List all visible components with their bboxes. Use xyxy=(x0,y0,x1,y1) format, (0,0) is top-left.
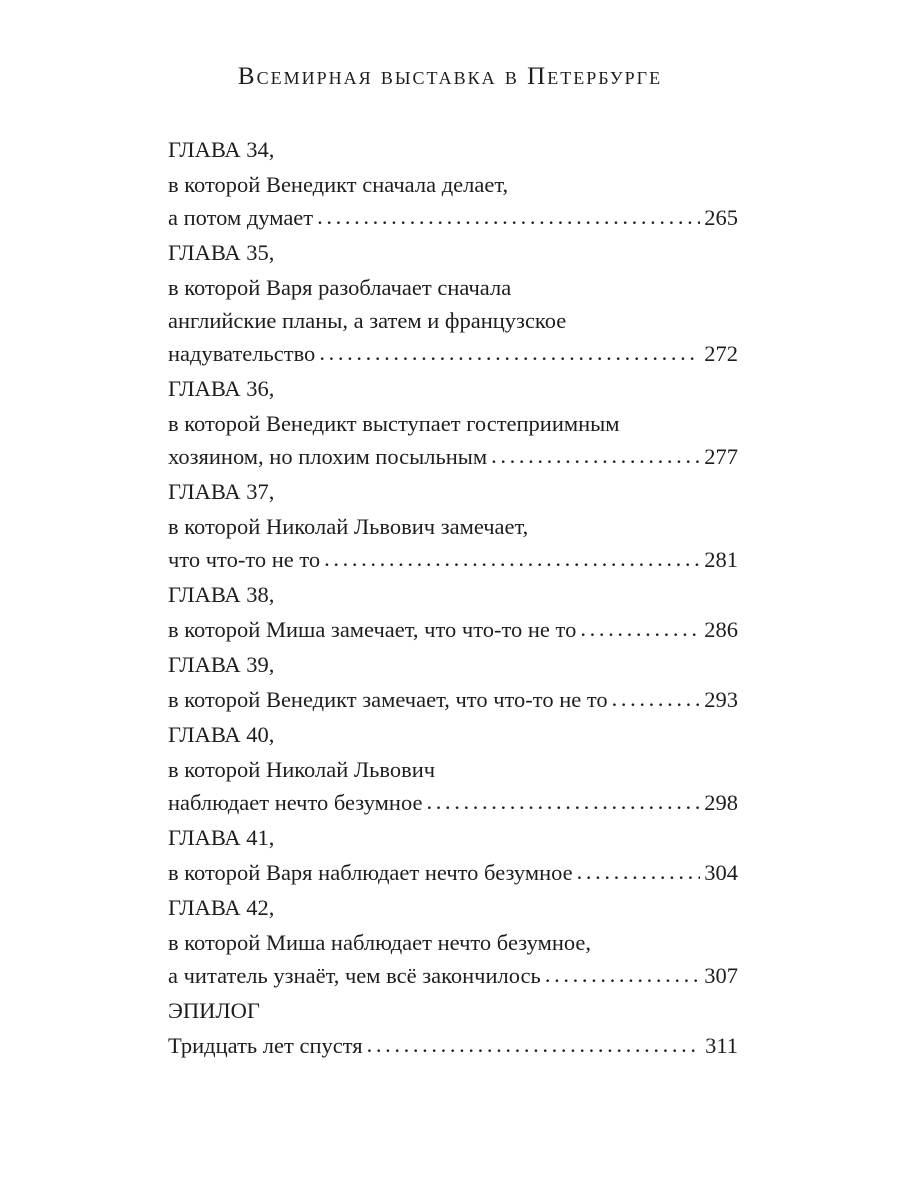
chapter-title-final-line xyxy=(168,786,738,819)
table-of-contents xyxy=(168,133,738,1064)
dot-leader xyxy=(545,958,700,991)
dot-leader xyxy=(324,542,700,575)
chapter-title-line: в которой Николай Львович xyxy=(168,757,436,782)
chapter-title-final-line xyxy=(168,613,738,646)
chapter-title-text: Тридцать лет спустя xyxy=(168,1033,363,1058)
chapter-title-text: в которой Варя наблюдает нечто безумное xyxy=(168,860,573,885)
toc-entry[interactable] xyxy=(168,821,738,889)
chapter-label: ЭПИЛОГ xyxy=(168,998,260,1023)
chapter-title-final-line xyxy=(168,201,738,234)
chapter-title-text: а потом думает xyxy=(168,205,314,230)
chapter-label: ГЛАВА 37, xyxy=(168,479,275,504)
chapter-title-line: английские планы, а затем и французское xyxy=(168,308,567,333)
chapter-title-final-line xyxy=(168,1029,738,1062)
toc-entry[interactable] xyxy=(168,648,738,716)
toc-entry[interactable] xyxy=(168,891,738,992)
chapter-title-final-line xyxy=(168,337,738,370)
chapter-title-text: надувательство xyxy=(168,341,316,366)
page-number: 286 xyxy=(704,617,738,642)
chapter-title-line: в которой Венедикт сначала делает, xyxy=(168,172,509,197)
chapter-title-text: наблюдает нечто безумное xyxy=(168,790,423,815)
dot-leader xyxy=(577,855,701,888)
page-number: 298 xyxy=(704,790,738,815)
chapter-title-text: в которой Миша замечает, что что-то не то xyxy=(168,617,577,642)
chapter-title-line: в которой Николай Львович замечает, xyxy=(168,514,529,539)
dot-leader xyxy=(612,682,701,715)
dot-leader xyxy=(319,336,700,369)
page-number: 272 xyxy=(704,341,738,366)
toc-entry[interactable] xyxy=(168,133,738,234)
toc-entry[interactable] xyxy=(168,578,738,646)
toc-entry[interactable] xyxy=(168,372,738,473)
toc-entry[interactable] xyxy=(168,475,738,576)
page-header: Всемирная выставка в Петербурге xyxy=(237,63,663,90)
chapter-label: ГЛАВА 39, xyxy=(168,652,275,677)
chapter-label: ГЛАВА 41, xyxy=(168,825,275,850)
chapter-title-line: в которой Миша наблюдает нечто безумное, xyxy=(168,930,592,955)
chapter-label: ГЛАВА 36, xyxy=(168,376,275,401)
chapter-title-line: в которой Варя разоблачает сначала xyxy=(168,275,512,300)
chapter-title-final-line xyxy=(168,959,738,992)
chapter-title-text: в которой Венедикт замечает, что что-то не то xyxy=(168,687,608,712)
page-number: 311 xyxy=(705,1033,738,1058)
page-number: 304 xyxy=(704,860,738,885)
chapter-label: ГЛАВА 35, xyxy=(168,240,275,265)
page-number: 307 xyxy=(704,963,738,988)
dot-leader xyxy=(426,785,700,818)
dot-leader xyxy=(367,1028,701,1061)
chapter-title-line: в которой Венедикт выступает гостеприимным xyxy=(168,411,620,436)
toc-entry[interactable] xyxy=(168,718,738,819)
page-number: 277 xyxy=(704,444,738,469)
chapter-title-final-line xyxy=(168,856,738,889)
page-number: 265 xyxy=(704,205,738,230)
toc-entry[interactable] xyxy=(168,236,738,370)
chapter-title-text: хозяином, но плохим посыльным xyxy=(168,444,488,469)
chapter-label: ГЛАВА 34, xyxy=(168,137,275,162)
chapter-title-final-line xyxy=(168,440,738,473)
dot-leader xyxy=(580,612,700,645)
chapter-label: ГЛАВА 42, xyxy=(168,895,275,920)
chapter-label: ГЛАВА 38, xyxy=(168,582,275,607)
toc-entry[interactable] xyxy=(168,994,738,1062)
page-number: 293 xyxy=(704,687,738,712)
dot-leader xyxy=(317,200,700,233)
chapter-label: ГЛАВА 40, xyxy=(168,722,275,747)
dot-leader xyxy=(491,439,700,472)
chapter-title-final-line xyxy=(168,543,738,576)
chapter-title-text: что что-то не то xyxy=(168,547,321,572)
chapter-title-final-line xyxy=(168,683,738,716)
page-number: 281 xyxy=(704,547,738,572)
chapter-title-text: а читатель узнаёт, чем всё закончилось xyxy=(168,963,541,988)
